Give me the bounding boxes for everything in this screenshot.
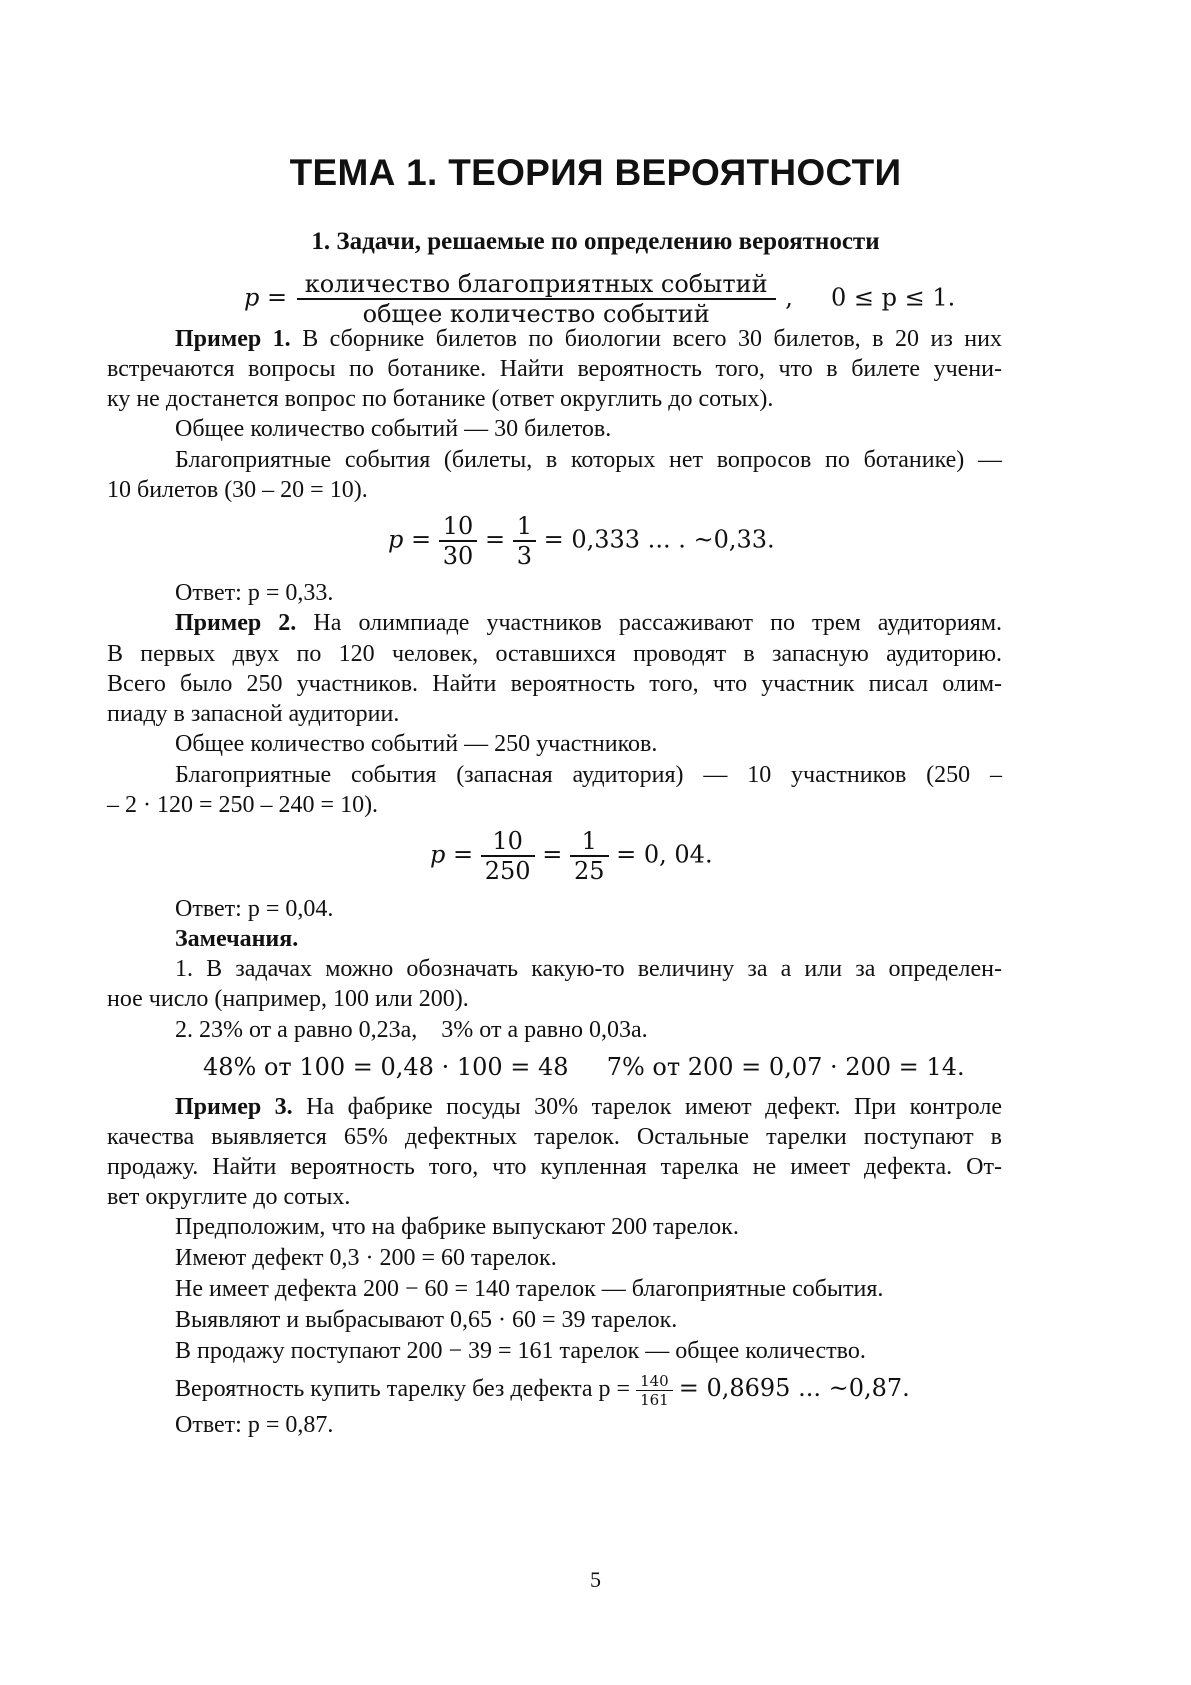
formula-result: = 0, 04. [616,840,713,869]
fraction-140-161 [636,1372,673,1409]
example1-paragraph-line2: встречаются вопросы по ботанике. Найти вероятность того, что в билете учени- [107,356,1002,382]
paragraph-text: На олимпиаде участников рассаживают по трем аудиториям. [313,610,1002,636]
equals-sign: = [484,525,506,554]
formula-result: = 0,333 ... . ~0,33. [543,525,775,554]
page-title: ТЕМА 1. ТЕОРИЯ ВЕРОЯТНОСТИ [289,152,902,193]
fraction-numerator: 140 [640,1372,669,1390]
fraction-denominator: 250 [481,855,535,885]
formula-lhs: p = [244,283,288,312]
formula-lhs: p = [430,840,474,869]
paragraph-text: На фабрике посуды 30% тарелок имеют дефект. При контроле [306,1094,1002,1120]
example1-favorable-line2: 10 билетов (30 – 20 = 10). [107,477,368,503]
example1-paragraph-line3: ку не достанется вопрос по ботанике (ответ округлить до сотых). [107,386,774,412]
example2-paragraph-line2: В первых двух по 120 человек, оставшихся проводят в запасную аудиторию. [107,641,1002,667]
example-label: Пример 3. [175,1094,293,1120]
formula-lhs: p = [388,525,432,554]
example2-paragraph-line4: пиаду в запасной аудитории. [107,701,400,727]
fraction-numerator: количество благоприятных событий [304,270,768,298]
example2-favorable-line1 [107,762,1002,789]
example3-paragraph-line1 [107,1094,1002,1121]
example2-favorable-line2: – 2 · 120 = 250 – 240 = 10). [107,792,379,818]
example-label: Пример 2. [175,610,297,636]
example1-answer: Ответ: p = 0,33. [175,580,334,606]
example2-answer: Ответ: p = 0,04. [175,896,334,922]
example1-formula [388,512,775,570]
fraction-1-3 [513,512,536,570]
fraction-numerator: 1 [581,827,597,855]
example3-step6 [175,1372,910,1409]
example3-paragraph-line2: качества выявляется 65% дефектных тарелок. Остальные тарелки поступают в [107,1124,1002,1150]
notes-heading: Замечания. [175,926,299,952]
note2-calculation: 48% от 100 = 0,48 · 100 = 48 7% от 200 = 0,07 · 200 = 14. [203,1053,965,1081]
equals-sign: = [542,840,563,869]
fraction-10-250 [481,827,535,885]
example2-formula [430,827,713,885]
fraction-10-30 [439,512,478,570]
paragraph-text: 1. В задачах можно обозначать какую-то величину за a или за определен- [175,956,1002,982]
example3-step5: В продажу поступают 200 − 39 = 161 тарелок — общее количество. [175,1338,866,1364]
note1-line2: ное число (например, 100 или 200). [107,986,469,1012]
note2: 2. 23% от a равно 0,23a, 3% от a равно 0,03a. [175,1017,648,1043]
fraction-denominator: 25 [570,855,609,885]
fraction-numerator: 1 [516,512,532,540]
example1-paragraph-line1 [107,326,1002,353]
example3-answer: Ответ: p = 0,87. [175,1412,334,1438]
example3-paragraph-line3: продажу. Найти вероятность того, что купленная тарелка не имеет дефекта. От- [107,1154,1002,1180]
section-heading: 1. Задачи, решаемые по определению вероятности [311,228,880,255]
example2-total-events: Общее количество событий — 250 участников. [175,731,658,757]
page-number: 5 [590,1567,601,1592]
fraction-denominator: общее количество событий [297,298,776,328]
paragraph-text: В сборнике билетов по биологии всего 30 билетов, в 20 из них [302,326,1002,352]
example3-step2: Имеют дефект 0,3 · 200 = 60 тарелок. [175,1245,557,1271]
example3-step4: Выявляют и выбрасывают 0,65 · 60 = 39 тарелок. [175,1307,678,1333]
example3-step3: Не имеет дефекта 200 − 60 = 140 тарелок — благоприятные события. [175,1276,884,1302]
definition-fraction [297,270,776,328]
example-label: Пример 1. [175,326,291,352]
paragraph-text: Вероятность купить тарелку без дефекта p = [175,1376,631,1403]
fraction-numerator: 10 [492,827,523,855]
paragraph-text: Благоприятные события (запасная аудитория) — 10 участников (250 – [175,762,1002,788]
fraction-1-25 [570,827,609,885]
example3-step1: Предположим, что на фабрике выпускают 200 тарелок. [175,1214,739,1240]
note1-line1 [107,956,1002,983]
example2-paragraph-line1 [107,610,1002,637]
probability-definition-formula [244,270,955,328]
example2-paragraph-line3: Всего было 250 участников. Найти вероятность того, что участник писал олим- [107,671,1002,697]
example1-favorable-line1 [107,447,1002,474]
fraction-denominator: 30 [439,540,478,570]
fraction-denominator: 3 [513,540,536,570]
formula-condition: , 0 ≤ p ≤ 1. [785,283,956,312]
example1-total-events: Общее количество событий — 30 билетов. [175,416,612,442]
fraction-numerator: 10 [442,512,474,540]
fraction-denominator: 161 [636,1390,673,1409]
paragraph-text: Благоприятные события (билеты, в которых нет вопросов по ботанике) — [175,447,1002,473]
formula-result: = 0,8695 ... ~0,87. [678,1374,910,1403]
example3-paragraph-line4: вет округлите до сотых. [107,1184,351,1210]
